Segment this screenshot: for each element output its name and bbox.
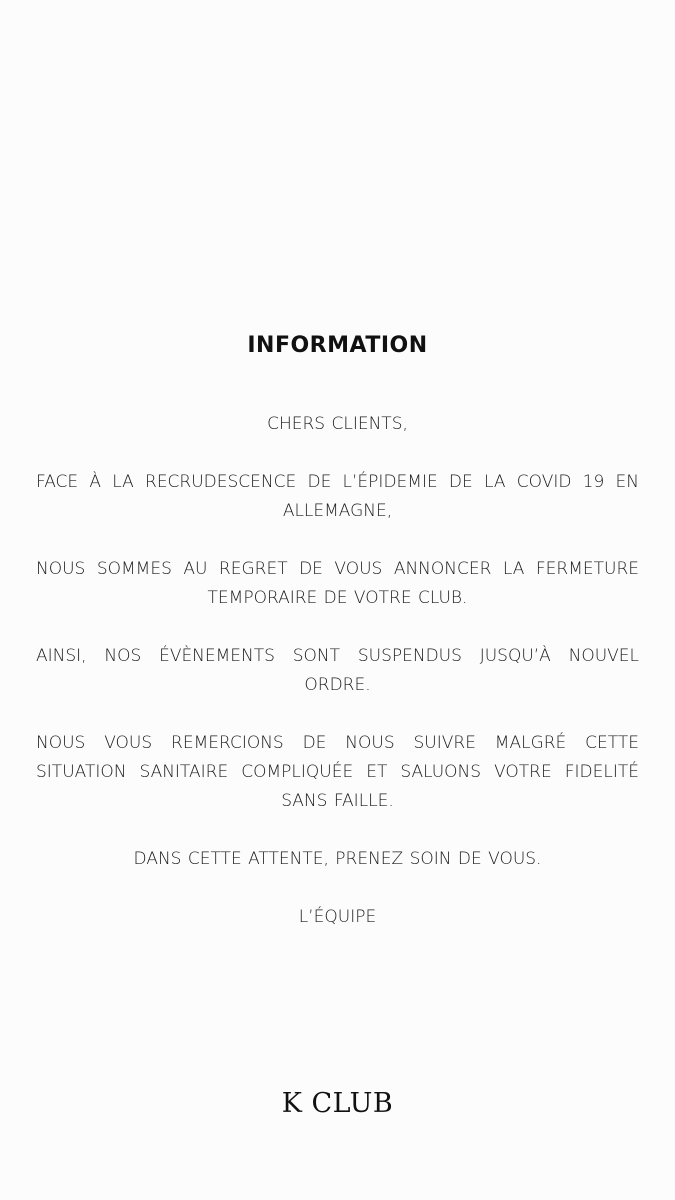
paragraph-thanks: NOUS VOUS REMERCIONS DE NOUS SUIVRE MALGRÉ CETTE SITUATION SANITAIRE COMPLIQUÉE ET SALUONS VOTRE FIDELITÉ SANS FAILLE. [36,733,639,811]
brand-logo-text: K CLUB [281,1088,394,1119]
notice-body [36,410,639,961]
paragraph-epidemic: FACE À LA RECRUDESCENCE DE L’ÉPIDEMIE DE LA COVID 19 EN ALLEMAGNE, [36,472,639,521]
paragraph-events-suspended: AINSI, NOS ÉVÈNEMENTS SONT SUSPENDUS JUSQU’À NOUVEL ORDRE. [36,646,639,695]
greeting-text: CHERS CLIENTS, [267,414,408,434]
signature-text: L’ÉQUIPE [298,907,377,927]
closing-text: DANS CETTE ATTENTE, PRENEZ SOIN DE VOUS. [133,849,542,869]
notice-title: INFORMATION [247,333,428,358]
paragraph-closure: NOUS SOMMES AU REGRET DE VOUS ANNONCER LA FERMETURE TEMPORAIRE DE VOTRE CLUB. [36,559,639,608]
